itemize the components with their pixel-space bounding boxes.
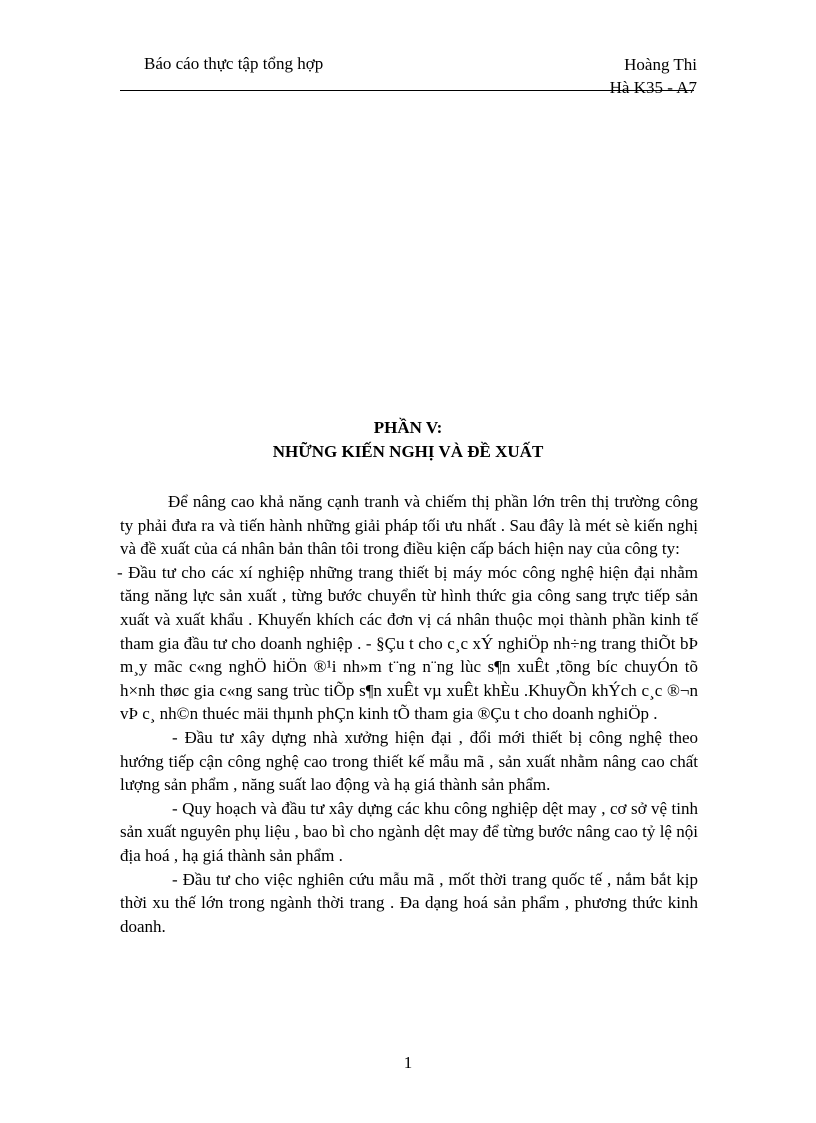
header-author-line-2: Hà K35 - A7 <box>609 78 697 97</box>
section-number: PHẦN V: <box>373 418 443 437</box>
recommendation-paragraph-industrial-zones: - Quy hoạch và đầu tư xây dựng các khu công nghiệp dệt may , cơ sở vệ tinh sản xuất nguyên phụ liệu , bao bì cho ngành dệt may để từng bước nâng cao tỷ lệ nội địa hoá , hạ giá thành sản phẩm . <box>120 798 698 865</box>
page-number: 1 <box>403 1053 413 1072</box>
recommendation-paragraph-factories: - Đầu tư xây dựng nhà xưởng hiện đại , đổi mới thiết bị công nghệ theo hướng tiếp cận công nghệ cao trong thiết kế mẫu mã , sản xuất nhằm nâng cao chất lượng sản phẩm , năng suất lao động và hạ giá thành sản phẩm. <box>120 727 698 795</box>
section-heading: NHỮNG KIẾN NGHỊ VÀ ĐỀ XUẤT <box>272 442 544 461</box>
intro-paragraph: Để nâng cao khả năng cạnh tranh và chiếm thị phần lớn trên thị trường công ty phải đưa ra và tiến hành những giải pháp tối ưu nhất . Sau đây là mét sè kiến nghị và đề xuất của cá nhân bản thân tôi trong điều kiện cấp bách hiện nay của công ty: <box>120 492 698 559</box>
recommendation-paragraph-fashion-research: - Đầu tư cho việc nghiên cứu mẫu mã , mốt thời trang quốc tế , nắm bắt kịp thời xu thế lớn trong ngành thời trang . Đa dạng hoá sản phẩm , phương thức kinh doanh. <box>120 869 698 936</box>
document-body <box>117 490 698 938</box>
header-author-line-1: Hoàng Thi <box>624 55 697 74</box>
header-divider <box>120 90 694 91</box>
header-author <box>600 53 697 99</box>
recommendation-paragraph-equipment: - Đầu tư cho các xí nghiệp những trang thiết bị máy móc công nghệ hiện đại nhằm tăng năng lực sản xuất , từng bước chuyển từ hình thức gia công sang trực tiếp sản xuất và xuất khẩu . Khuyến khích các đơn vị cá nhân thuộc mọi thành phần kinh tế tham gia đầu tư cho doanh nghiệp . - §Çu t cho c¸c xÝ nghiÖp nh÷ng trang thiÕt bÞ m¸y mãc c«ng nghÖ hiÖn ®¹i nh»m t¨ng n¨ng lùc s¶n xuÊt ,tõng bíc chuyÓn tõ h×nh thøc gia c«ng sang trùc tiÕp s¶n xuÊt vµ xuÊt khÈu .KhuyÕn khÝch c¸c ®¬n vÞ c¸ nh©n thuéc mäi thµnh phÇn kinh tÕ tham gia ®Çu t cho doanh nghiÖp . <box>117 562 698 724</box>
header-report-title: Báo cáo thực tập tổng hợp <box>144 54 324 73</box>
